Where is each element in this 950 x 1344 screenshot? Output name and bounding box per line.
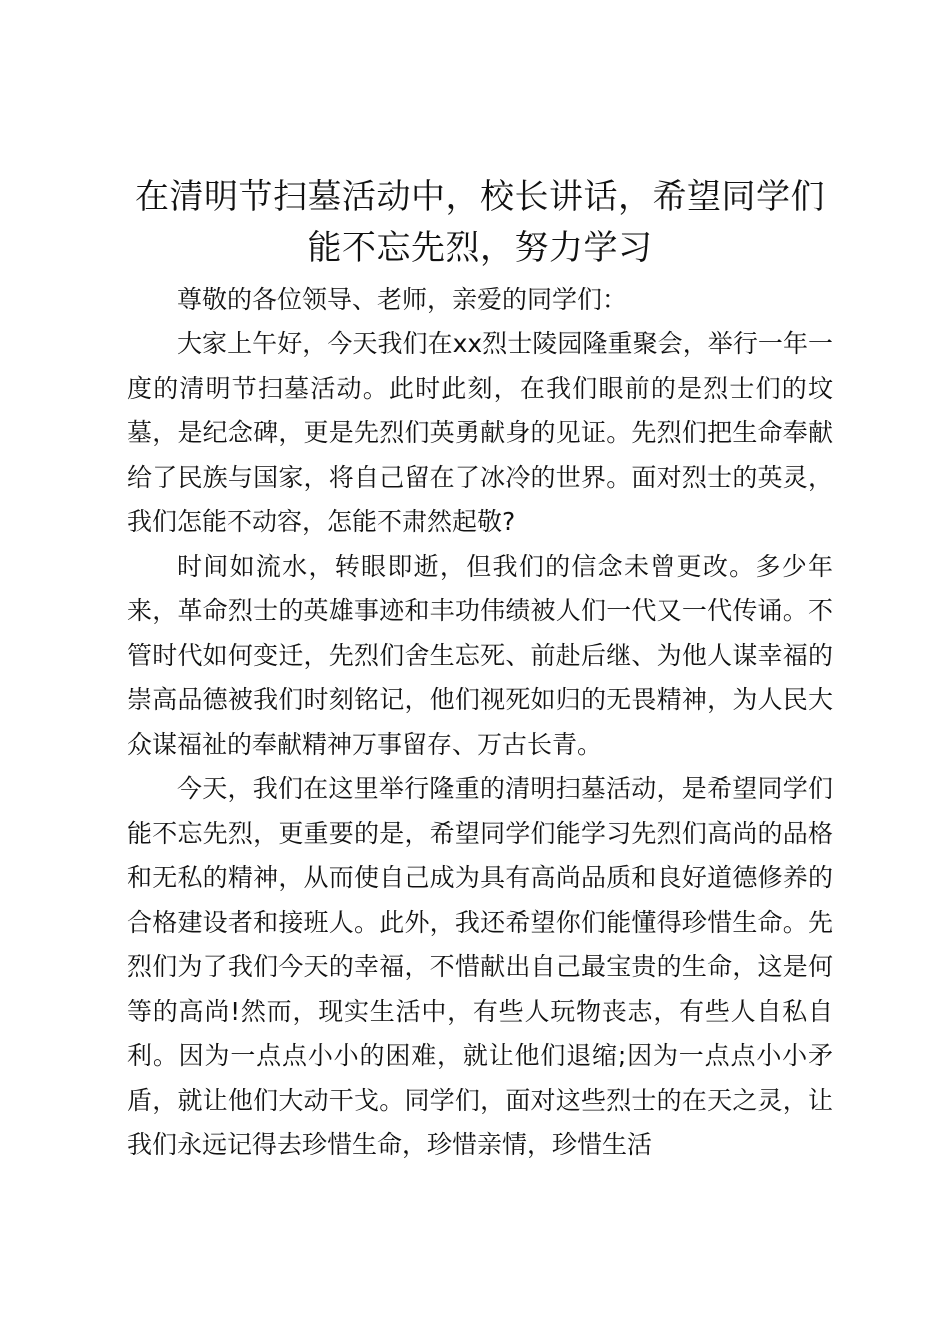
document-title: 在清明节扫墓活动中，校长讲话，希望同学们能不忘先烈，努力学习 bbox=[135, 177, 825, 268]
paragraph-1: 大家上午好，今天我们在xx烈士陵园隆重聚会，举行一年一度的清明节扫墓活动。此时此刻，在我们眼前的是烈士们的坟墓，是纪念碑，更是先烈们英勇献身的见证。先烈们把生命奉献给了民族与国家，将自己留在了冰冷的世界。面对烈士的英灵，我们怎能不动容，怎能不肃然起敬? bbox=[127, 329, 833, 536]
paragraph-2: 时间如流水，转眼即逝，但我们的信念未曾更改。多少年来，革命烈士的英雄事迹和丰功伟绩被人们一代又一代传诵。不管时代如何变迁，先烈们舍生忘死、前赴后继、为他人谋幸福的崇高品德被我们时刻铭记，他们视死如归的无畏精神，为人民大众谋福祉的奉献精神万事留存、万古长青。 bbox=[127, 551, 833, 759]
salutation: 尊敬的各位领导、老师，亲爱的同学们： bbox=[177, 285, 628, 314]
document-page bbox=[127, 172, 833, 1168]
paragraph-3: 今天，我们在这里举行隆重的清明扫墓活动，是希望同学们能不忘先烈，更重要的是，希望同学们能学习先烈们高尚的品格和无私的精神，从而使自己成为具有高尚品质和良好道德修养的合格建设者和接班人。此外，我还希望你们能懂得珍惜生命。先烈们为了我们今天的幸福，不惜献出自己最宝贵的生命，这是何等的高尚!然而，现实生活中，有些人玩物丧志，有些人自私自利。因为一点点小小的困难，就让他们退缩;因为一点点小小矛盾，就让他们大动干戈。同学们，面对这些烈士的在天之灵，让我们永远记得去珍惜生命，珍惜亲情，珍惜生活 bbox=[127, 774, 833, 1159]
